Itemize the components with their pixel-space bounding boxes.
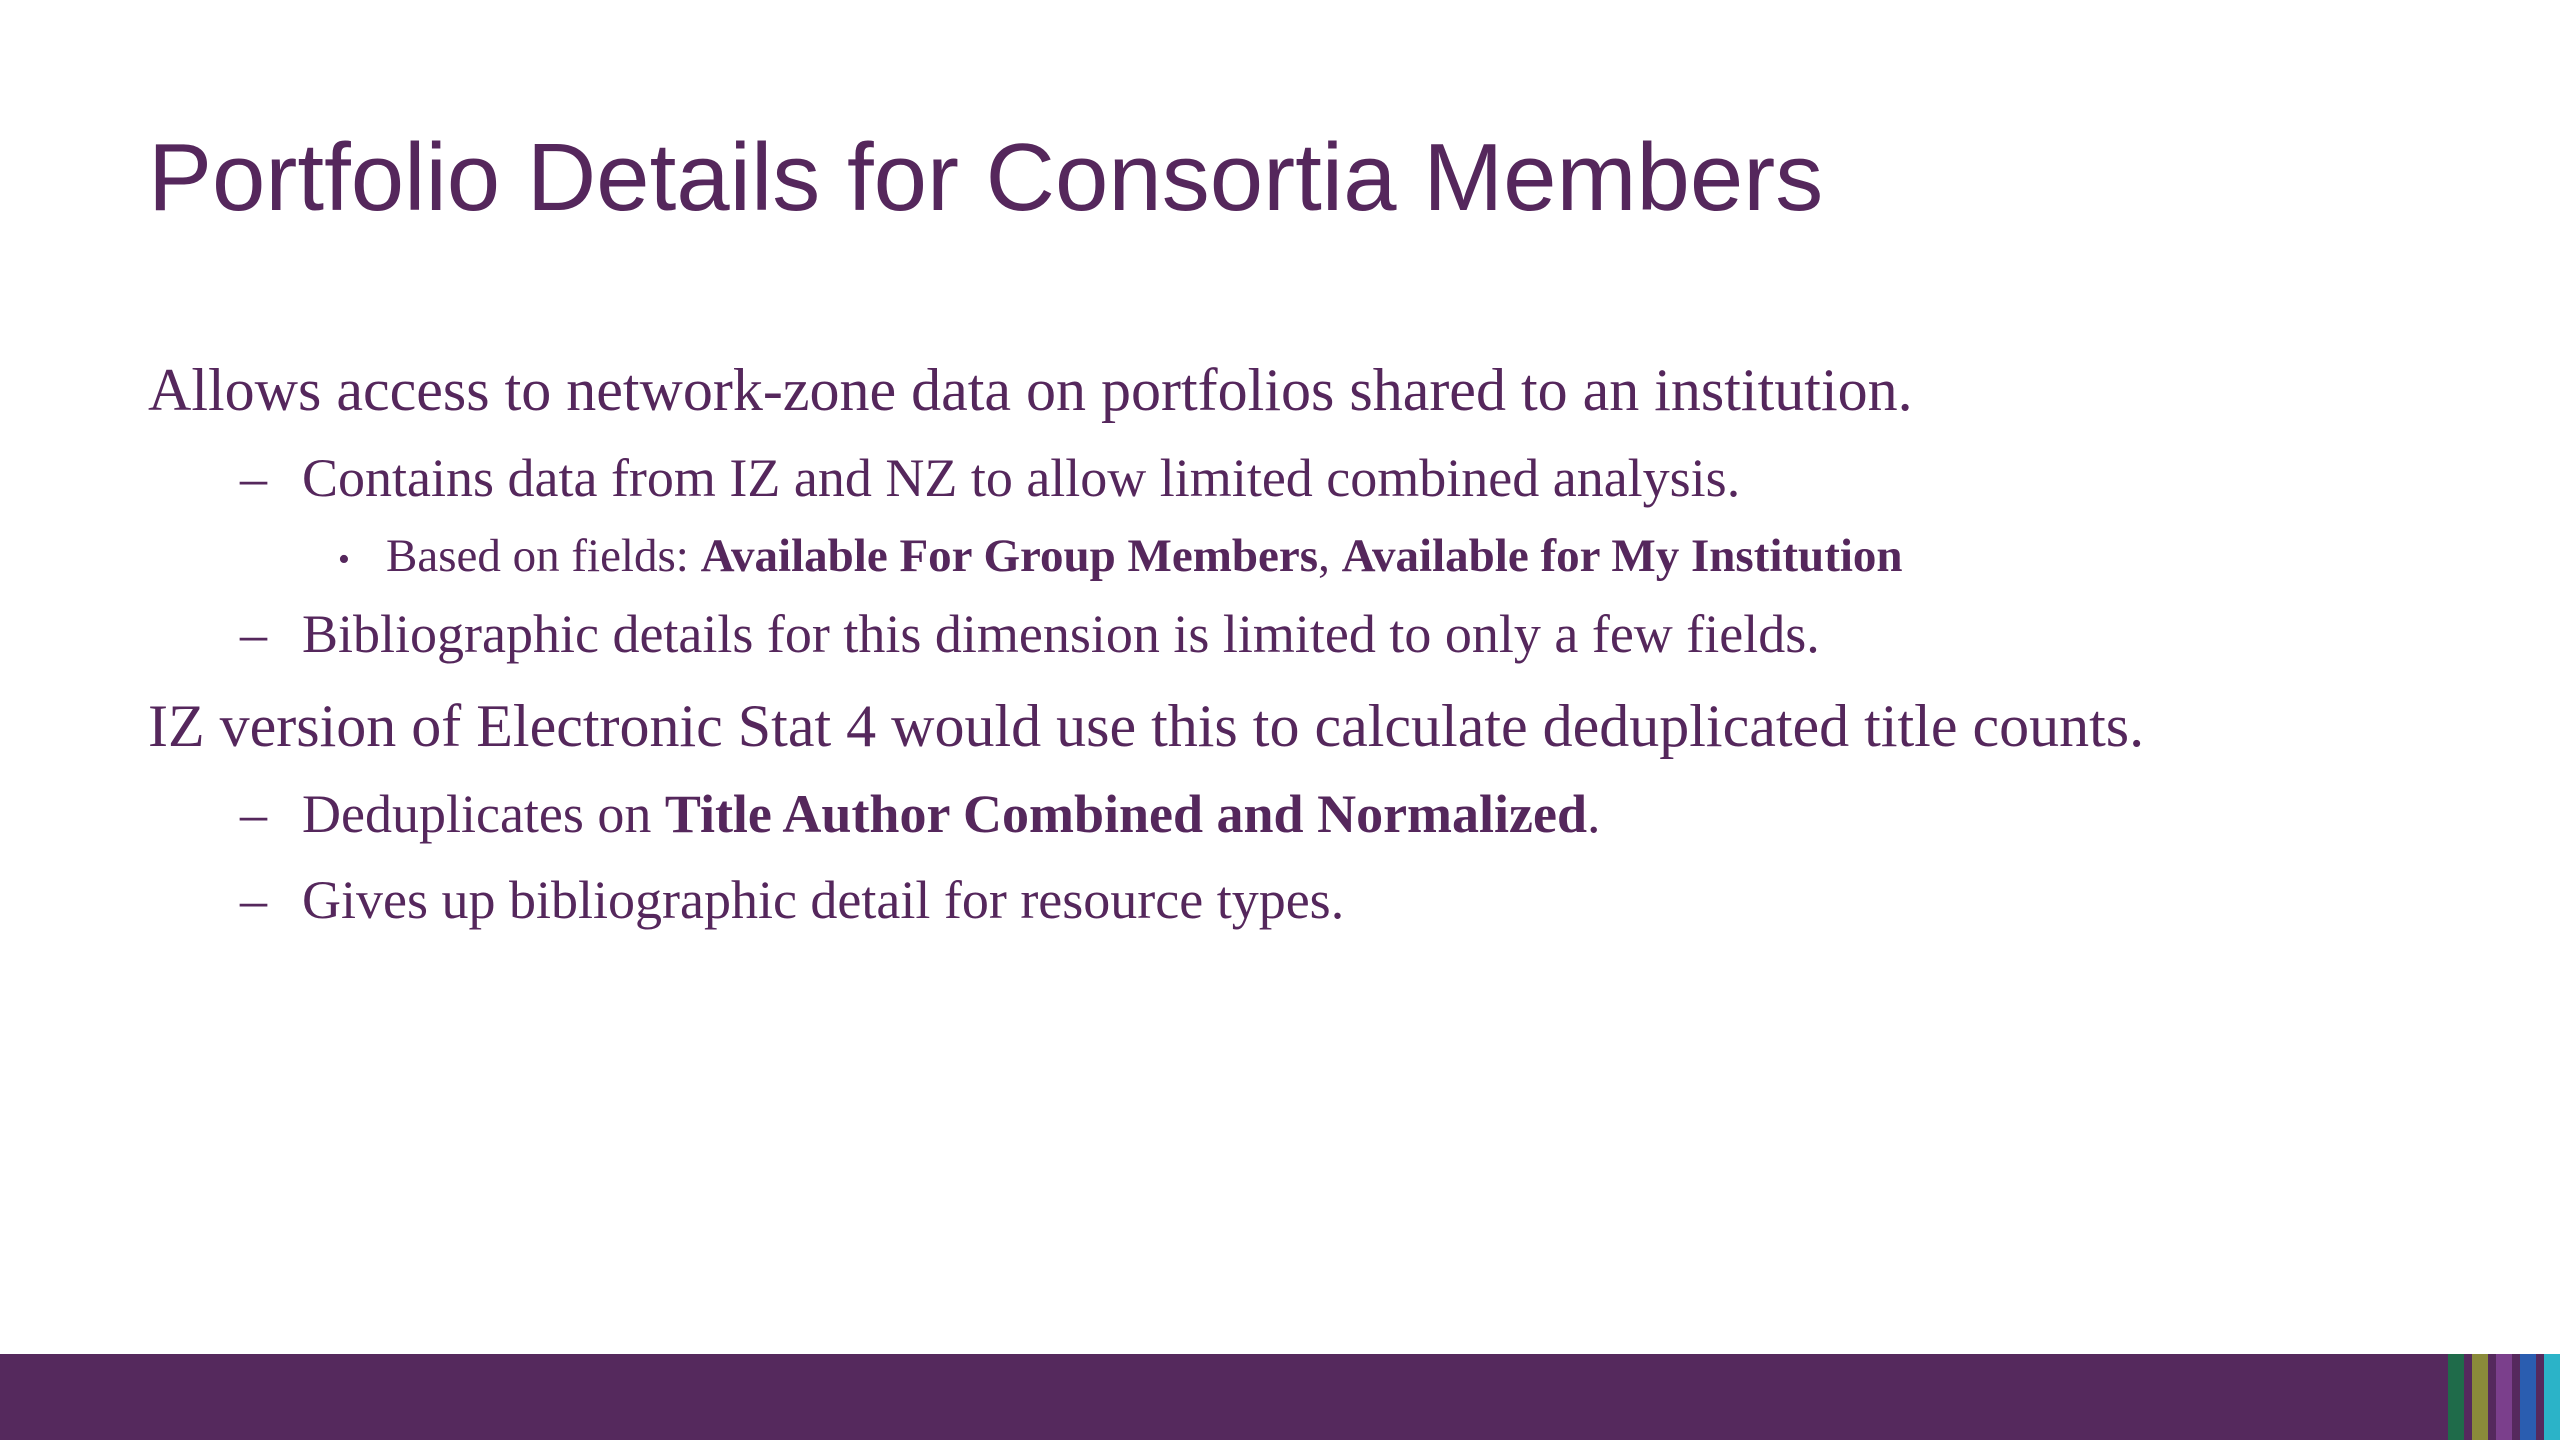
footer-stripe-olive xyxy=(2472,1354,2488,1440)
bullet-text xyxy=(338,530,1903,582)
field-available-for-group-members: Available For Group Members xyxy=(700,530,1319,582)
footer-stripe-cyan xyxy=(2544,1354,2560,1440)
bullet-suffix: . xyxy=(1587,784,1601,844)
bullet-text: Allows access to network-zone data on portfolios shared to an institution. xyxy=(148,357,1913,423)
field-separator: , xyxy=(1318,530,1342,582)
field-available-for-my-institution: Available for My Institution xyxy=(1341,530,1903,582)
slide-title: Portfolio Details for Consortia Members xyxy=(148,124,1824,231)
dash-marker: – xyxy=(240,784,267,844)
bullet-text: IZ version of Electronic Stat 4 would use this to calculate deduplicated title counts. xyxy=(148,693,2145,759)
dash-marker: – xyxy=(240,448,267,508)
dash-marker: – xyxy=(240,604,267,664)
footer-stripe-blue xyxy=(2520,1354,2536,1440)
bullet-level2-deduplicates xyxy=(240,782,1601,846)
bullet-prefix: Deduplicates on xyxy=(302,784,665,844)
dash-marker: – xyxy=(240,870,267,930)
footer-stripe-purple xyxy=(2496,1354,2512,1440)
bullet-level3-based-on-fields xyxy=(338,528,1903,584)
bullet-level2-gives-up xyxy=(240,868,1344,932)
bullet-level2-bibliographic-details xyxy=(240,602,1820,666)
bullet-text: Gives up bibliographic detail for resource types. xyxy=(302,870,1345,930)
footer-stripe-green xyxy=(2448,1354,2464,1440)
footer-bar xyxy=(0,1354,2560,1440)
bullet-level1-iz-version xyxy=(148,690,2144,762)
bullet-level1-access xyxy=(148,354,1913,426)
field-title-author-combined: Title Author Combined and Normalized xyxy=(664,784,1587,844)
bullet-dot-marker: • xyxy=(338,541,350,578)
bullet-text xyxy=(240,784,1601,844)
bullet-level2-contains-data xyxy=(240,446,1740,510)
bullet-text: Contains data from IZ and NZ to allow limited combined analysis. xyxy=(302,448,1741,508)
bullet-text: Bibliographic details for this dimension is limited to only a few fields. xyxy=(302,604,1820,664)
bullet-prefix: Based on fields: xyxy=(386,530,701,582)
